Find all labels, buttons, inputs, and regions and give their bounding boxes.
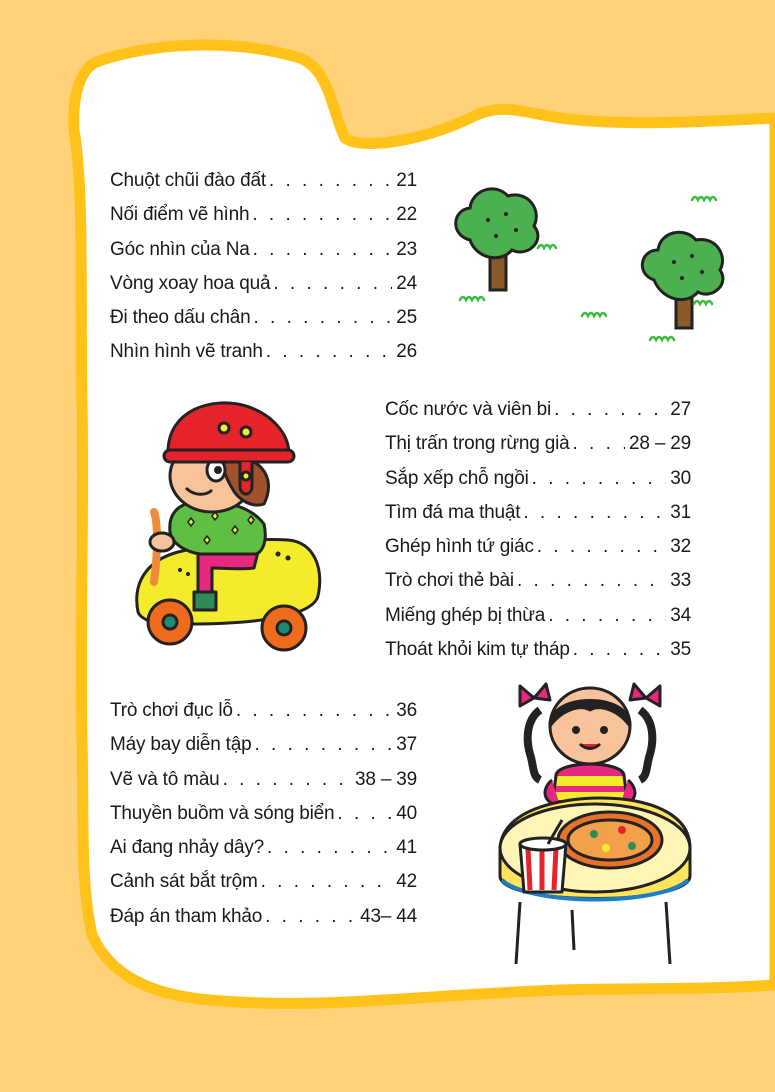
toc-entry-page: 36: [396, 700, 417, 721]
girl-pizza-icon: [500, 684, 690, 964]
toc-entry-page: 31: [670, 501, 691, 523]
toc-leader-dots: [252, 204, 392, 226]
toc-entry-title: Cốc nước và viên bi: [385, 399, 552, 420]
girl-with-pizza-illustration: [490, 680, 700, 970]
toc-entry[interactable]: [385, 502, 691, 536]
toc-leader-dots: [269, 170, 392, 192]
toc-entry[interactable]: [110, 273, 417, 307]
toc-entry-title: Miếng ghép bị thừa: [385, 604, 546, 626]
toc-entry-title: Nối điểm vẽ hình: [110, 204, 250, 226]
toc-entry[interactable]: [385, 399, 691, 433]
toc-entry-page: 23: [396, 238, 417, 260]
toc-entry-title: Trò chơi thẻ bài: [385, 570, 514, 592]
toc-entry-page: 32: [670, 536, 691, 558]
toc-leader-dots: [267, 837, 392, 859]
toc-entry[interactable]: [110, 341, 417, 375]
toc-leader-dots: [236, 700, 392, 722]
toc-leader-dots: [223, 769, 351, 791]
toc-entry-page: 33: [670, 570, 691, 592]
toc-entry-title: Máy bay diễn tập: [110, 734, 252, 756]
toc-leader-dots: [337, 803, 392, 825]
toc-entry-title: Sắp xếp chỗ ngồi: [385, 467, 529, 489]
toc-entry-page: 25: [396, 307, 417, 329]
toc-leader-dots: [532, 468, 667, 490]
toc-leader-dots: [253, 239, 393, 261]
toc-entry[interactable]: [385, 536, 691, 570]
toc-entry-title: Nhìn hình vẽ tranh: [110, 341, 263, 363]
tree-icon: [642, 232, 723, 328]
toc-entry[interactable]: [110, 170, 417, 204]
toc-leader-dots: [548, 605, 666, 627]
toc-leader-dots: [573, 433, 626, 455]
toc-entry-title: Thuyền buồm và sóng biển: [110, 802, 335, 824]
toc-leader-dots: [554, 399, 666, 421]
toc-entry[interactable]: [385, 605, 691, 639]
toc-leader-dots: [573, 639, 667, 661]
toc-entry[interactable]: [110, 204, 417, 238]
toc-section-3: [110, 700, 417, 940]
toc-entry-page: 35: [670, 639, 691, 661]
toc-entry-page: 38 – 39: [355, 768, 417, 790]
toc-entry-title: Tìm đá ma thuật: [385, 501, 521, 523]
toc-leader-dots: [255, 734, 393, 756]
toc-leader-dots: [523, 502, 666, 524]
toc-entry[interactable]: [385, 570, 691, 604]
toc-entry-title: Góc nhìn của Na: [110, 238, 250, 260]
toc-entry-page: 26: [396, 341, 417, 363]
toc-entry-title: Ghép hình tứ giác: [385, 536, 534, 558]
toc-entry[interactable]: [110, 871, 417, 905]
toc-entry-page: 30: [670, 467, 691, 489]
toc-entry-title: Ai đang nhảy dây?: [110, 837, 264, 859]
toc-entry[interactable]: [110, 906, 417, 940]
toc-entry[interactable]: [385, 639, 691, 673]
toc-leader-dots: [265, 906, 356, 928]
toc-entry-page: 41: [396, 837, 417, 859]
toc-entry[interactable]: [110, 837, 417, 871]
toc-entry-page: 21: [396, 170, 417, 191]
toc-entry-title: Vẽ và tô màu: [110, 768, 220, 790]
toc-entry-page: 27: [670, 399, 691, 420]
toc-entry[interactable]: [110, 734, 417, 768]
toc-entry-title: Cảnh sát bắt trộm: [110, 871, 258, 893]
toc-leader-dots: [517, 570, 666, 592]
toc-entry-title: Trò chơi đục lỗ: [110, 700, 233, 721]
tree-icon: [456, 189, 538, 290]
toc-entry-page: 40: [396, 802, 417, 824]
toc-entry[interactable]: [110, 803, 417, 837]
toc-entry[interactable]: [110, 239, 417, 273]
toc-entry-page: 24: [396, 272, 417, 294]
toc-leader-dots: [273, 273, 392, 295]
toc-entry-page: 43– 44: [360, 905, 417, 927]
toc-section-1: [110, 170, 417, 376]
toc-entry-title: Đáp án tham khảo: [110, 905, 263, 927]
toc-entry[interactable]: [110, 769, 417, 803]
toc-entry-title: Chuột chũi đào đất: [110, 170, 266, 191]
toc-entry[interactable]: [385, 468, 691, 502]
toc-entry-page: 22: [396, 204, 417, 226]
toc-entry-title: Vòng xoay hoa quả: [110, 272, 271, 294]
toc-entry-title: Thị trấn trong rừng già: [385, 433, 570, 455]
boy-on-car-illustration: [128, 392, 328, 652]
toc-leader-dots: [266, 341, 393, 363]
trees-illustration: [450, 180, 750, 350]
toc-entry-title: Đi theo dấu chân: [110, 307, 251, 329]
toc-entry-title: Thoát khỏi kim tự tháp: [385, 639, 570, 661]
toc-entry[interactable]: [110, 307, 417, 341]
toc-section-2: [385, 399, 691, 673]
toc-leader-dots: [261, 871, 393, 893]
toc-entry[interactable]: [110, 700, 417, 734]
toc-leader-dots: [253, 307, 392, 329]
toc-entry-page: 34: [670, 604, 691, 626]
boy-car-icon: [137, 403, 320, 650]
toc-entry-page: 37: [396, 734, 417, 756]
toc-entry-page: 42: [396, 871, 417, 893]
toc-entry-page: 28 – 29: [629, 433, 691, 455]
toc-entry[interactable]: [385, 433, 691, 467]
toc-leader-dots: [537, 536, 667, 558]
